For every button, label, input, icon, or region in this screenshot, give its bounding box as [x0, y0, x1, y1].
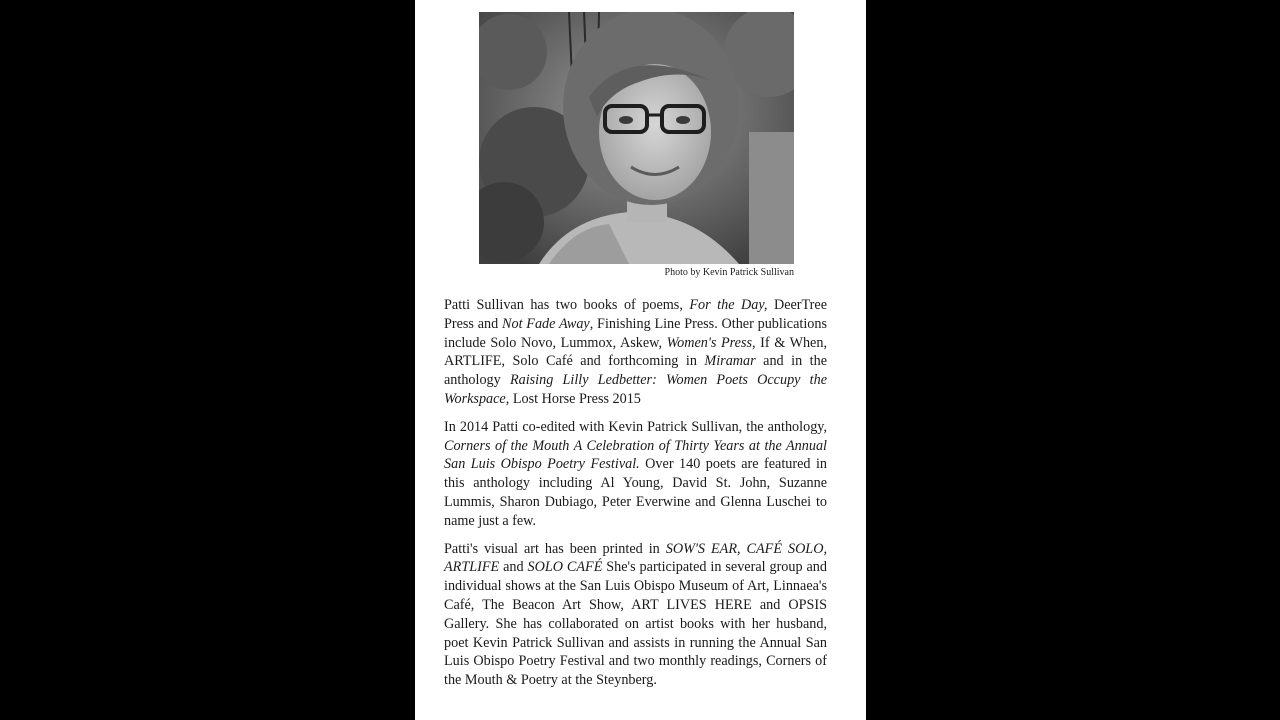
bio-text: and	[499, 559, 528, 576]
bio-text: Patti Sullivan has two books of poems,	[444, 297, 690, 313]
publication-title: SOLO CAFÉ	[527, 559, 603, 576]
book-title: Not Fade Away	[502, 315, 590, 332]
author-bio	[444, 296, 827, 699]
author-photo	[479, 12, 794, 264]
book-title: For the Day,	[689, 297, 768, 313]
anthology-title: Corners of the Mouth A Celebration of Thirty Years at the Annual San Luis Obispo Poetry Festival.	[444, 437, 827, 473]
bio-text: She's participated in several group and individual shows at the San Luis Obispo Museum of Art, Linnaea's Café, The Beacon Art Show, ART LIVES HERE and OPSIS Gallery. She has collaborated on artist books with her husband, poet Kevin Patrick Sullivan and assists in running the Annual San Luis Obispo Poetry Festival and two monthly readings, Corners of the Mouth & Poetry at the Steynberg.	[444, 559, 827, 689]
bio-text: In 2014 Patti co-edited with Kevin Patrick Sullivan, the anthology,	[444, 418, 827, 435]
bio-text: Lost Horse Press 2015	[509, 390, 641, 407]
publication-title: Women's Press,	[666, 334, 756, 351]
bio-paragraph-books	[444, 296, 827, 409]
bio-paragraph-visual-art	[444, 540, 827, 690]
bio-text: Patti's visual art has been printed in	[444, 540, 666, 557]
publication-title: Miramar	[704, 353, 756, 370]
bio-text: DeerTree Press and	[444, 297, 827, 332]
author-photo-image	[479, 12, 794, 264]
bio-text: Over 140 poets are featured in this anthology including Al Young, David St. John, Suzanne Lummis, Sharon Dubiago, Peter Everwine and Glenna Luschei to name just a few.	[444, 456, 827, 529]
publication-title: Raising Lilly Ledbetter: Women Poets Occupy the Workspace,	[444, 372, 827, 407]
bio-text: and in the anthology	[444, 353, 827, 389]
document-page	[415, 0, 866, 720]
photo-caption: Photo by Kevin Patrick Sullivan	[664, 267, 794, 278]
publication-titles: SOW'S EAR, CAFÉ SOLO, ARTLIFE	[444, 540, 827, 576]
bio-text: , Finishing Line Press. Other publications include Solo Novo, Lummox, Askew,	[444, 315, 827, 351]
bio-text: If & When, ARTLIFE, Solo Café and forthcoming in	[444, 334, 827, 370]
bio-paragraph-anthology	[444, 418, 827, 531]
